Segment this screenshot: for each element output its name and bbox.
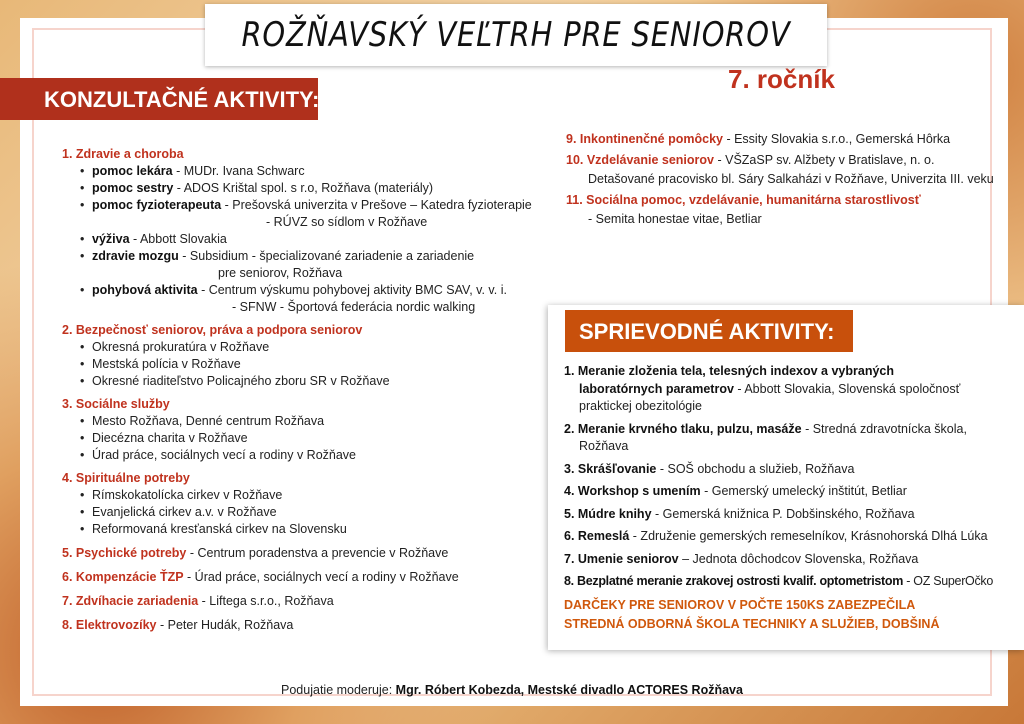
section-heading: 3. Sociálne služby xyxy=(62,397,170,411)
edition: 7. ročník xyxy=(728,64,835,94)
list-item: 3. Skrášľovanie - SOŠ obchodu a služieb, Rožňava xyxy=(564,461,855,476)
list-item: 4. Workshop s umením - Gemerský umelecký inštitút, Betliar xyxy=(564,484,907,498)
list-item: • Úrad práce, sociálnych vecí a rodiny v Rožňave xyxy=(80,447,552,464)
section-11-detail: - Semita honestae vitae, Betliar xyxy=(588,212,762,226)
list-item: 1. Meranie zloženia tela, telesných indexov a vybraných laboratórnych parametrov - Abbott Slovakia, Slovenská spoločnosť praktickej obezitológie xyxy=(564,364,961,413)
footer: Podujatie moderuje: Mgr. Róbert Kobezda, Mestské divadlo ACTORES Rožňava xyxy=(281,683,743,697)
list-item: 2. Meranie krvného tlaku, pulzu, masáže - Stredná zdravotnícka škola, Rožňava xyxy=(564,421,967,453)
section-heading: 4. Spirituálne potreby xyxy=(62,471,190,485)
list-item: 6. Remeslá - Združenie gemerských remeselníkov, Krásnohorská Dlhá Lúka xyxy=(564,529,988,543)
list-item: • Okresné riaditeľstvo Policajného zboru SR v Rožňave xyxy=(80,373,552,390)
consult-list-continued xyxy=(566,127,996,228)
section-heading: 1. Zdravie a choroba xyxy=(62,147,184,161)
list-item: • pomoc sestry - ADOS Krištal spol. s r.o, Rožňava (materiály) xyxy=(80,180,552,197)
title-box xyxy=(205,4,827,66)
side-activities-box xyxy=(548,305,1024,650)
section-9: 9. Inkontinenčné pomôcky - Essity Slovakia s.r.o., Gemerská Hôrka xyxy=(566,132,951,146)
section-8: 8. Elektrovozíky - Peter Hudák, Rožňava xyxy=(62,618,294,632)
list-item: • Mestská polícia v Rožňave xyxy=(80,356,552,373)
list-item: • pomoc lekára - MUDr. Ivana Schwarc xyxy=(80,163,552,180)
section-6: 6. Kompenzácie ŤZP - Úrad práce, sociálnych vecí a rodiny v Rožňave xyxy=(62,570,459,584)
list-item: • Mesto Rožňava, Denné centrum Rožňava xyxy=(80,413,552,430)
gift-note: STREDNÁ ODBORNÁ ŠKOLA TECHNIKY A SLUŽIEB, DOBŠINÁ xyxy=(564,616,940,631)
list-item: • Okresná prokuratúra v Rožňave xyxy=(80,339,552,356)
list-item: • Diecézna charita v Rožňave xyxy=(80,430,552,447)
section-10: 10. Vzdelávanie seniorov - VŠZaSP sv. Alžbety v Bratislave, n. o. xyxy=(566,153,935,167)
list-item: • Evanjelická cirkev a.v. v Rožňave xyxy=(80,504,552,521)
section-10-detail: Detašované pracovisko bl. Sáry Salkaházi v Rožňave, Univerzita III. veku xyxy=(588,172,994,186)
gift-note: DARČEKY PRE SENIOROV V POČTE 150KS ZABEZPEČILA xyxy=(564,597,916,612)
list-item: 8. Bezplatné meranie zrakovej ostrosti kvalif. optometristom - OZ SuperOčko xyxy=(564,574,994,588)
section-1-list xyxy=(62,163,552,316)
list-item: 5. Múdre knihy - Gemerská knižnica P. Dobšinského, Rožňava xyxy=(564,506,915,521)
list-item: • Reformovaná kresťanská cirkev na Slovensku xyxy=(80,521,552,538)
list-item: • pomoc fyzioterapeuta - Prešovská univerzita v Prešove – Katedra fyzioterapie - RÚVZ so sídlom v Rožňave xyxy=(80,197,552,231)
section-7: 7. Zdvíhacie zariadenia - Liftega s.r.o., Rožňava xyxy=(62,594,334,608)
list-item: • pohybová aktivita - Centrum výskumu pohybovej aktivity BMC SAV, v. v. i. - SFNW - Športová federácia nordic walking xyxy=(80,282,552,316)
section-heading: 2. Bezpečnosť seniorov, práva a podpora seniorov xyxy=(62,323,363,337)
side-heading: SPRIEVODNÉ AKTIVITY: xyxy=(565,310,853,352)
consult-list xyxy=(62,140,552,634)
section-5: 5. Psychické potreby - Centrum poradenstva a prevencie v Rožňave xyxy=(62,546,449,560)
list-item: • výživa - Abbott Slovakia xyxy=(80,231,552,248)
consult-heading: KONZULTAČNÉ AKTIVITY: xyxy=(0,78,318,120)
side-list xyxy=(564,363,1019,634)
list-item: • Rímskokatolícka cirkev v Rožňave xyxy=(80,487,552,504)
list-item: 7. Umenie seniorov – Jednota dôchodcov Slovenska, Rožňava xyxy=(564,551,919,566)
poster-title: ROŽŇAVSKÝ VEĽTRH PRE SENIOROV xyxy=(241,15,791,55)
section-11: 11. Sociálna pomoc, vzdelávanie, humanitárna starostlivosť xyxy=(566,193,921,207)
list-item: • zdravie mozgu - Subsidium - špecializované zariadenie a zariadenie pre seniorov, Rožňava xyxy=(80,248,552,282)
